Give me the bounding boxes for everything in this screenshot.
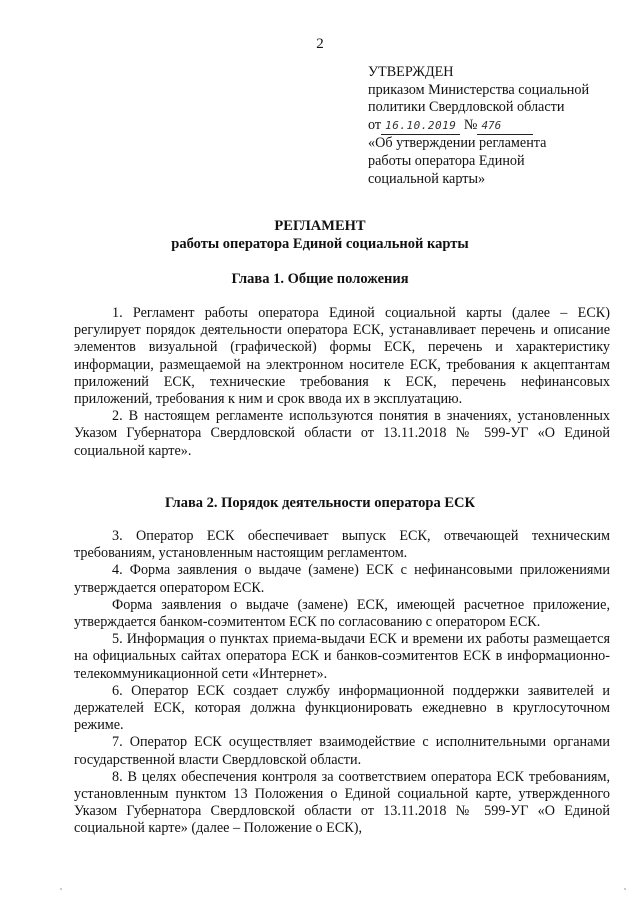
scan-artifact-dot [624, 888, 626, 890]
paragraph: 1. Регламент работы оператора Единой социальной карты (далее – ЕСК) регулирует порядок деятельности оператора ЕСК, устанавливает перечень и описание элементов визуальной (графической) формы ЕСК, перечень и характеристику информации, размещаемой на электронном носителе ЕСК, требования к акцептантам приложений ЕСК, технические требования к ЕСК, перечень нефинансовых приложений, требования к ним и срок ввода их в эксплуатацию. [74, 305, 610, 408]
chapter-1-body [74, 305, 610, 460]
approval-heading: УТВЕРЖДЕН [368, 64, 454, 80]
approval-date-value: 16.10.2019 [381, 117, 460, 136]
paragraph: 5. Информация о пунктах приема-выдачи ЕСК и времени их работы размещается на официальных сайтах оператора ЕСК и банков-соэмитентов ЕСК в информационно-телекоммуникационной сети «Интернет». [74, 631, 610, 682]
chapter-2-title: Глава 2. Порядок деятельности оператора ЕСК [164, 495, 476, 511]
approval-number-prefix: № [463, 116, 478, 133]
paragraph: 3. Оператор ЕСК обеспечивает выпуск ЕСК, отвечающей техническим требованиям, установленным настоящим регламентом. [74, 528, 610, 562]
chapter-1-title: Глава 1. Общие положения [231, 271, 409, 287]
approval-subject-line-1: «Об утверждении регламента [368, 135, 547, 152]
approval-date-prefix: от [368, 116, 382, 133]
approval-ministry-line: политики Свердловской области [368, 99, 565, 116]
page-number: 2 [316, 36, 324, 52]
document-title [0, 217, 640, 253]
paragraph: 8. В целях обеспечения контроля за соответствием оператора ЕСК требованиям, установленным пунктом 13 Положения о Единой социальной карте, утвержденного Указом Губернатора Свердловской области от 13.11.2018 № 599-УГ «О Единой социальной карте» (далее – Положение о ЕСК), [74, 768, 610, 837]
paragraph: 6. Оператор ЕСК создает службу информационной поддержки заявителей и держателей ЕСК, которая должна функционировать ежедневно в круглосуточном режиме. [74, 682, 610, 734]
paragraph: Форма заявления о выдаче (замене) ЕСК, имеющей расчетное приложение, утверждается банком-соэмитентом ЕСК по согласованию с оператором ЕСК. [74, 596, 610, 631]
chapter-2-body [74, 528, 610, 838]
document-title-sub: работы оператора Единой социальной карты [171, 236, 469, 252]
paragraph: 7. Оператор ЕСК осуществляет взаимодействие с исполнительными органами государственной власти Свердловской области. [74, 734, 610, 768]
approval-order-line: приказом Министерства социальной [368, 81, 590, 98]
scan-artifact-dot [60, 888, 62, 890]
paragraph: 2. В настоящем регламенте используются понятия в значениях, установленных Указом Губернатора Свердловской области от 13.11.2018 № 599-УГ «О Единой социальной карте». [74, 408, 610, 459]
paragraph: 4. Форма заявления о выдаче (замене) ЕСК с нефинансовыми приложениями утверждается оператором ЕСК. [74, 562, 610, 596]
approval-number-value: 476 [477, 117, 533, 136]
approval-date-number-line [368, 117, 618, 136]
approval-subject-line-2: работы оператора Единой [368, 152, 525, 169]
document-title-main: РЕГЛАМЕНТ [274, 218, 366, 234]
approval-subject-line-3: социальной карты» [368, 170, 486, 187]
approval-stamp-block [368, 64, 618, 188]
